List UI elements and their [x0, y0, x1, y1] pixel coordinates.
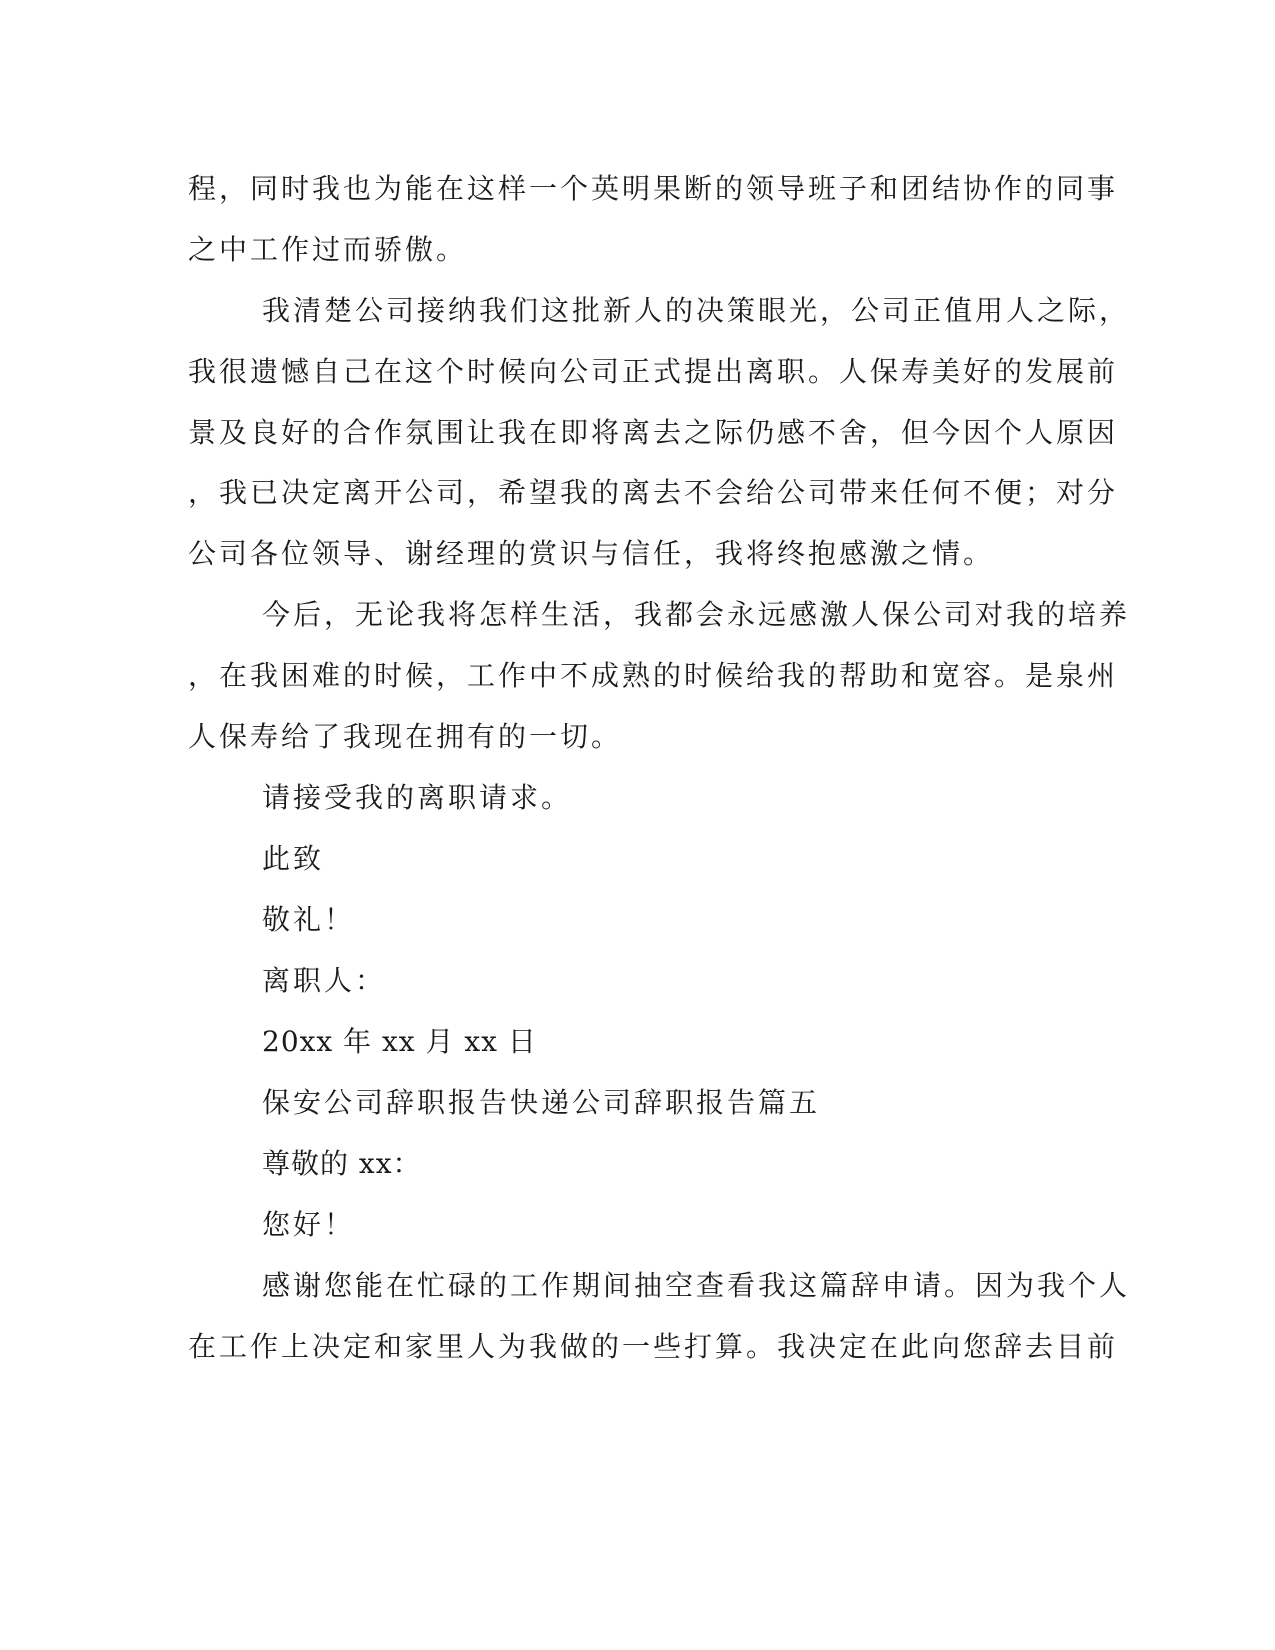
- paragraph-line: 程，同时我也为能在这样一个英明果断的领导班子和团结协作的同事: [188, 172, 1119, 205]
- closing-salutation: 此致: [262, 842, 325, 875]
- paragraph-line: ，我已决定离开公司，希望我的离去不会给公司带来任何不便；对分: [188, 476, 1119, 509]
- paragraph-line: 我很遗憾自己在这个时候向公司正式提出离职。人保寿美好的发展前: [188, 355, 1119, 388]
- paragraph-line: 今后，无论我将怎样生活，我都会永远感激人保公司对我的培养: [262, 598, 1131, 631]
- paragraph-line: 之中工作过而骄傲。: [188, 233, 468, 266]
- section-title: 保安公司辞职报告快递公司辞职报告篇五: [262, 1086, 821, 1119]
- paragraph-line: ，在我困难的时候，工作中不成熟的时候给我的帮助和宽容。是泉州: [188, 659, 1119, 692]
- request-line: 请接受我的离职请求。: [262, 781, 573, 814]
- letter-hello: 您好！: [262, 1208, 356, 1241]
- paragraph-line: 公司各位领导、谢经理的赏识与信任，我将终抱感激之情。: [188, 537, 995, 570]
- paragraph-line: 感谢您能在忙碌的工作期间抽空查看我这篇辞申请。因为我个人: [262, 1269, 1131, 1302]
- paragraph-line: 人保寿给了我现在拥有的一切。: [188, 720, 623, 753]
- letter-greeting: 尊敬的 xx：: [262, 1147, 422, 1180]
- closing-regards: 敬礼！: [262, 903, 356, 936]
- paragraph-line: 景及良好的合作氛围让我在即将离去之际仍感不舍，但今因个人原因: [188, 416, 1119, 449]
- date-line: 20xx 年 xx 月 xx 日: [262, 1025, 537, 1058]
- signature-label: 离职人：: [262, 964, 387, 997]
- paragraph-line: 我清楚公司接纳我们这批新人的决策眼光，公司正值用人之际，: [262, 294, 1131, 327]
- paragraph-line: 在工作上决定和家里人为我做的一些打算。我决定在此向您辞去目前: [188, 1330, 1119, 1363]
